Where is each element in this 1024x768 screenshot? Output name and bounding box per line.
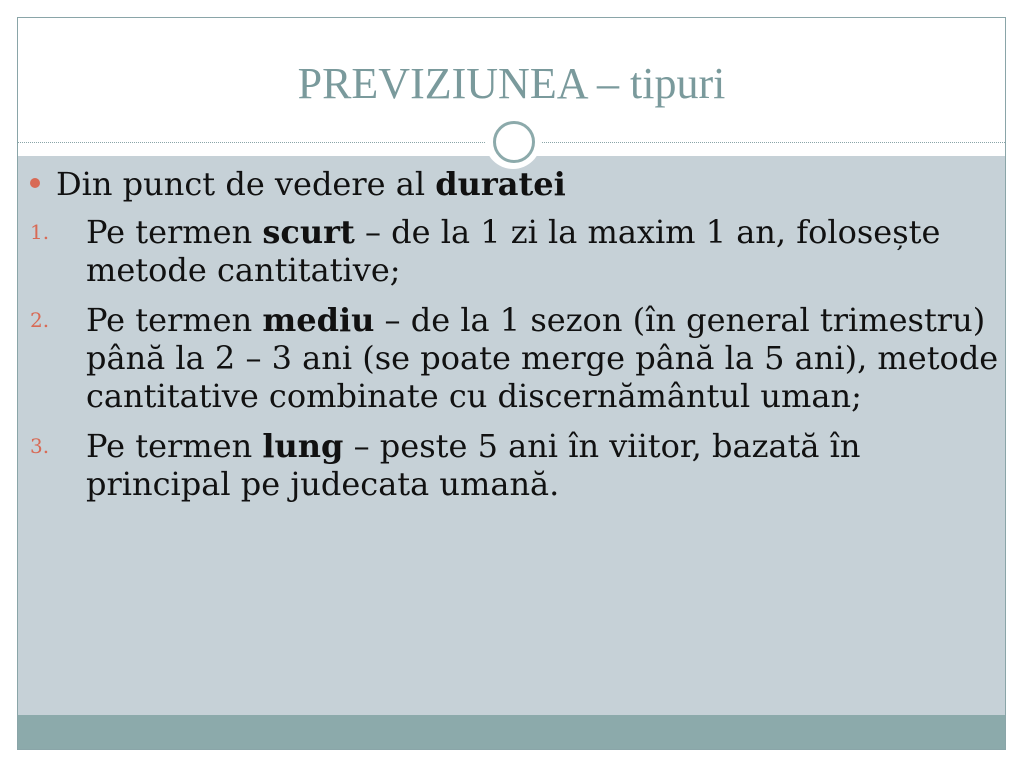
slide-content (30, 165, 1000, 515)
list-text-before: Pe termen (86, 213, 263, 251)
list-number: 3. (30, 434, 50, 458)
ring-icon (493, 121, 535, 163)
list-text (86, 301, 1000, 415)
list-text-after: – de la 1 zi la maxim 1 an, folosește metode cantitative; (86, 213, 941, 289)
list-item-short-term (30, 213, 1000, 289)
list-text-before: Pe termen (86, 427, 263, 465)
bullet-duration (30, 165, 1000, 203)
bullet-dot-icon (30, 178, 40, 188)
list-number: 1. (30, 220, 50, 244)
list-text-after: – de la 1 sezon (în general trimestru) până la 2 – 3 ani (se poate merge până la 5 ani), metode cantitative combinate cu discernământul uman; (86, 301, 999, 415)
circle-ornament-icon (485, 113, 541, 169)
list-text (86, 427, 1000, 503)
list-item-long-term (30, 427, 1000, 503)
list-text-bold: scurt (262, 213, 355, 251)
bullet-bold: duratei (435, 165, 566, 203)
footer-bar (18, 715, 1005, 749)
list-text-after: – peste 5 ani în viitor, bazată în principal pe judecata umană. (86, 427, 861, 503)
list-text-before: Pe termen (86, 301, 263, 339)
list-text-bold: lung (262, 427, 344, 465)
list-item-medium-term (30, 301, 1000, 415)
bullet-text (56, 165, 566, 203)
bullet-prefix: Din punct de vedere al (56, 165, 436, 203)
slide-title: PREVIZIUNEA – tipuri (297, 59, 726, 108)
list-text (86, 213, 1000, 289)
list-number: 2. (30, 308, 50, 332)
list-text-bold: mediu (262, 301, 375, 339)
